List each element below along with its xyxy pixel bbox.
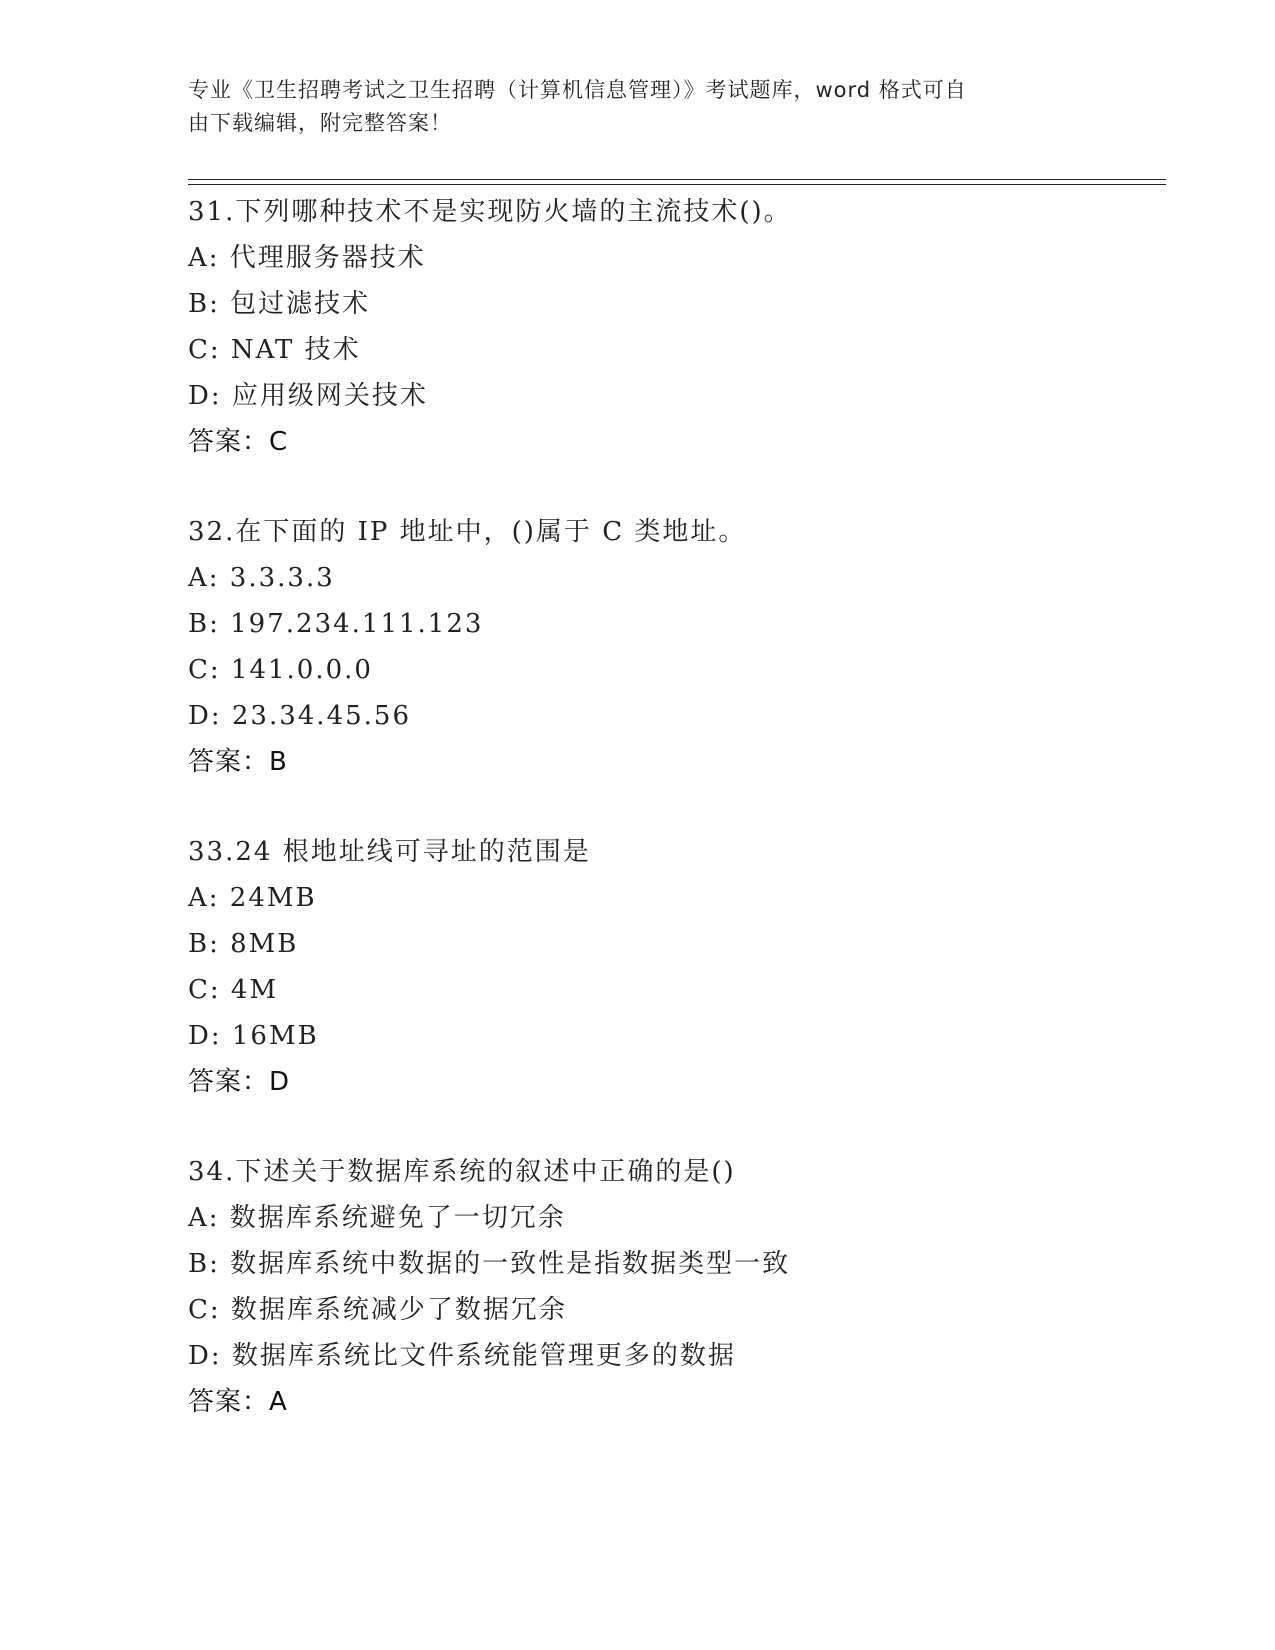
header-divider-top — [188, 179, 1166, 180]
question-32 — [188, 509, 1148, 785]
option-d: D: 23.34.45.56 — [188, 701, 411, 731]
option-a: A: 24MB — [188, 883, 317, 913]
question-stem: 34.下述关于数据库系统的叙述中正确的是() — [188, 1157, 736, 1187]
option-b: B: 197.234.111.123 — [188, 609, 484, 639]
answer: 答案：D — [188, 1067, 291, 1097]
option-b: B: 包过滤技术 — [188, 289, 371, 319]
option-d: D: 16MB — [188, 1021, 319, 1051]
header-divider-bottom — [188, 184, 1166, 185]
option-a: A: 3.3.3.3 — [188, 563, 335, 593]
option-b: B: 数据库系统中数据的一致性是指数据类型一致 — [188, 1249, 791, 1279]
option-c: C: NAT 技术 — [188, 335, 361, 365]
answer: 答案：B — [188, 747, 288, 777]
option-d: D: 数据库系统比文件系统能管理更多的数据 — [188, 1341, 736, 1371]
option-c: C: 141.0.0.0 — [188, 655, 373, 685]
answer: 答案：A — [188, 1387, 288, 1417]
header-line-2: 由下载编辑，附完整答案！ — [188, 111, 452, 135]
question-31 — [188, 189, 1148, 465]
option-a: A: 数据库系统避免了一切冗余 — [188, 1203, 566, 1233]
question-stem: 31.下列哪种技术不是实现防火墙的主流技术()。 — [188, 197, 792, 227]
option-a: A: 代理服务器技术 — [188, 243, 426, 273]
question-stem: 33.24 根地址线可寻址的范围是 — [188, 837, 591, 867]
option-c: C: 4M — [188, 975, 279, 1005]
option-c: C: 数据库系统减少了数据冗余 — [188, 1295, 567, 1325]
header-line-1: 专业《卫生招聘考试之卫生招聘（计算机信息管理）》考试题库，word 格式可自 — [188, 78, 967, 102]
answer: 答案：C — [188, 427, 289, 457]
document-header — [188, 74, 1068, 140]
question-34 — [188, 1149, 1148, 1425]
option-d: D: 应用级网关技术 — [188, 381, 428, 411]
question-stem: 32.在下面的 IP 地址中，()属于 C 类地址。 — [188, 517, 747, 547]
question-33 — [188, 829, 1148, 1105]
option-b: B: 8MB — [188, 929, 299, 959]
